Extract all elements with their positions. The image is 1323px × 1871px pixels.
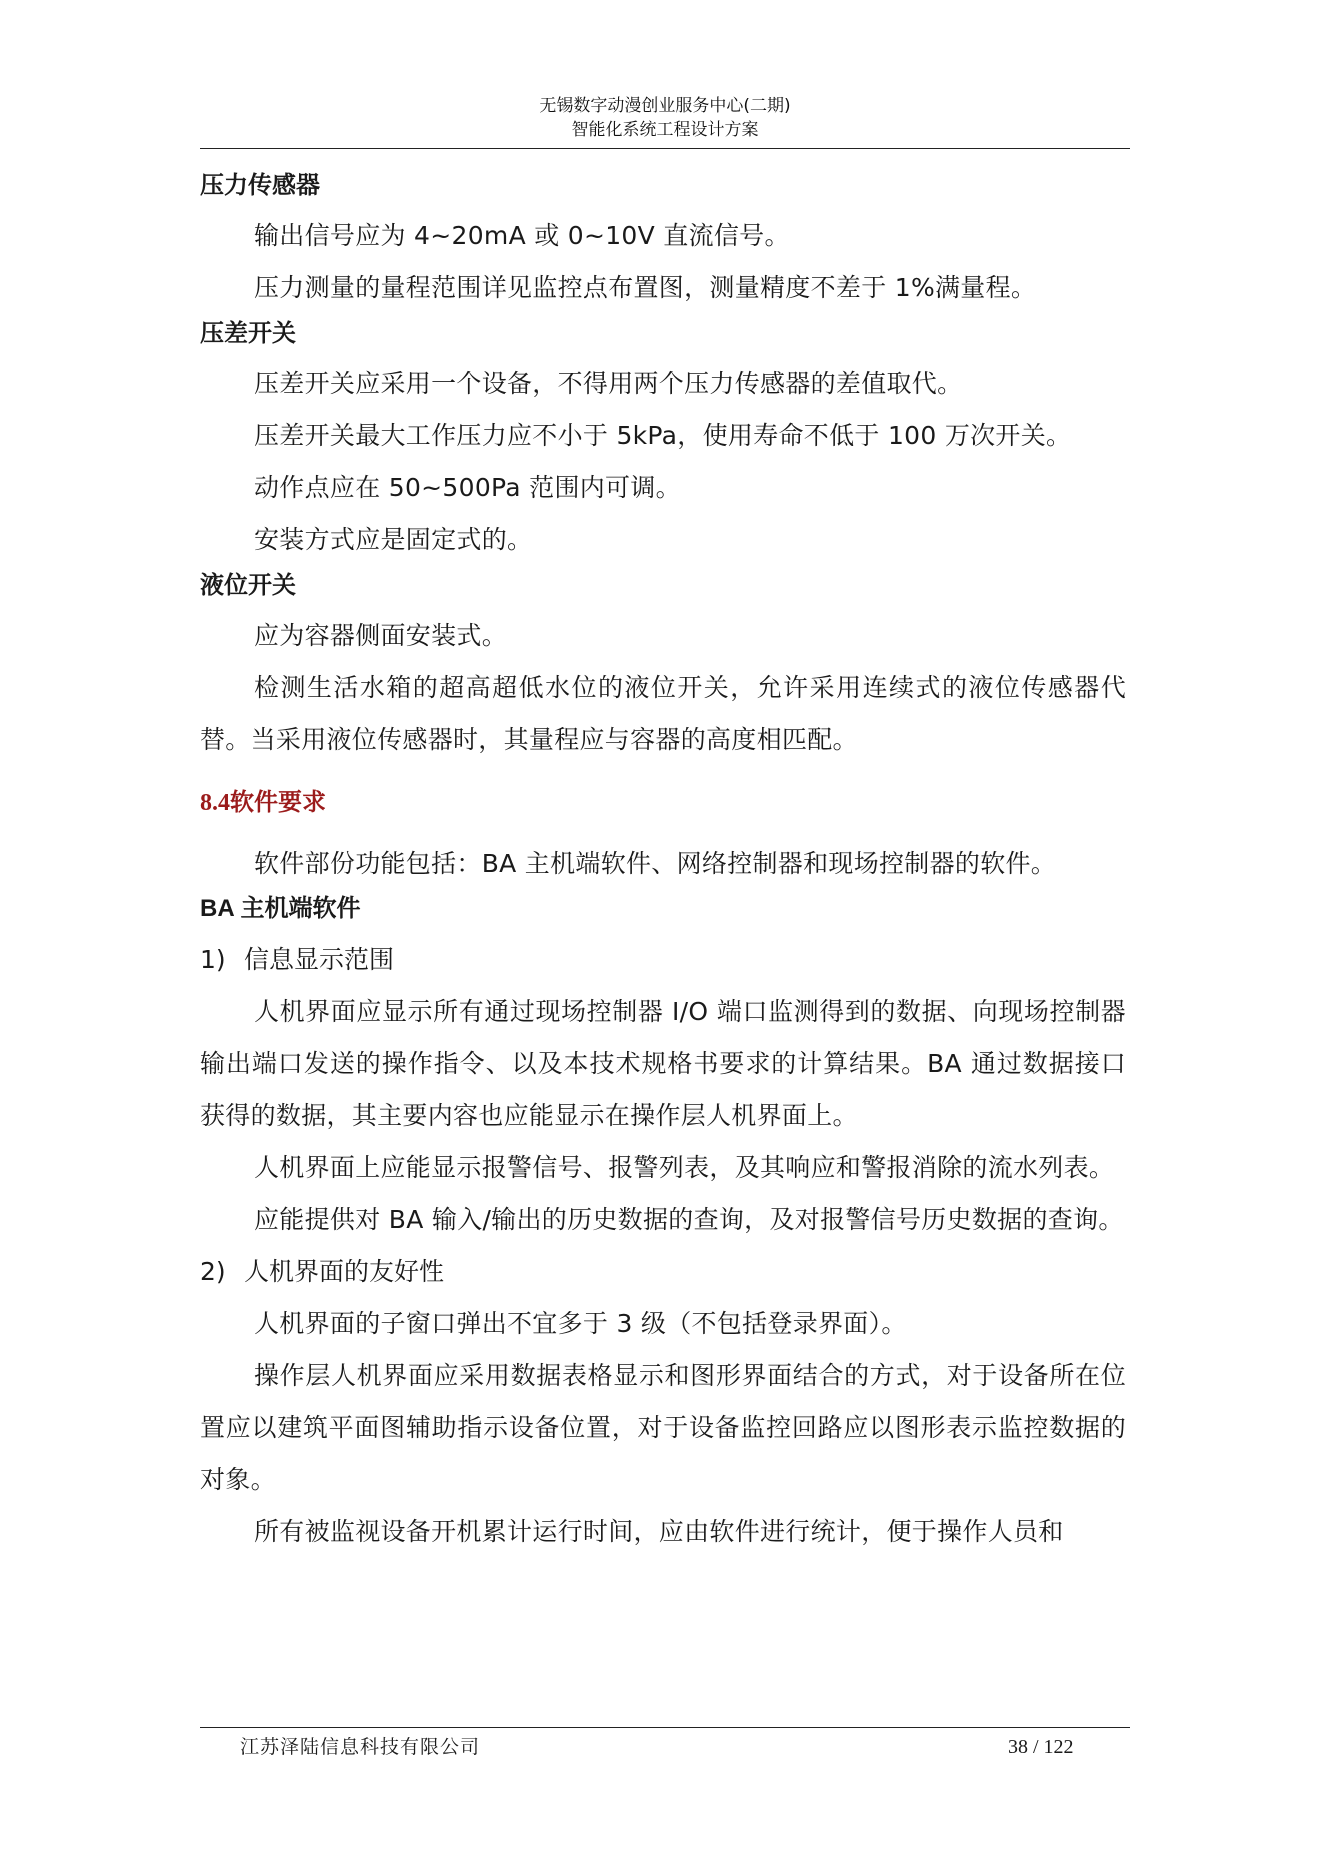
item-number: 2): [200, 1257, 226, 1286]
footer-divider: [200, 1727, 1130, 1728]
paragraph: 所有被监视设备开机累计运行时间，应由软件进行统计，便于操作人员和: [254, 1517, 1064, 1546]
header-project-title: 无锡数字动漫创业服务中心(二期): [539, 96, 791, 116]
heading-diff-pressure-switch: 压差开关: [200, 319, 296, 347]
page-number: 38 / 122: [1008, 1736, 1074, 1758]
heading-ba-host-software: BA 主机端软件: [200, 895, 361, 922]
paragraph: 人机界面的子窗口弹出不宜多于 3 级（不包括登录界面）。: [254, 1309, 907, 1338]
page-header: [200, 94, 1130, 142]
paragraph: 压差开关应采用一个设备，不得用两个压力传感器的差值取代。: [254, 369, 963, 398]
paragraph: 压力测量的量程范围详见监控点布置图，测量精度不差于 1%满量程。: [254, 273, 1037, 302]
item-label: 人机界面的友好性: [244, 1257, 445, 1286]
paragraph: 安装方式应是固定式的。: [254, 525, 533, 554]
paragraph: 软件部份功能包括：BA 主机端软件、网络控制器和现场控制器的软件。: [254, 849, 1057, 878]
paragraph: 人机界面应显示所有通过现场控制器 I/O 端口监测得到的数据、向现场控制器输出端口发送的操作指令、以及本技术规格书要求的计算结果。BA 通过数据接口获得的数据，其主要内容也应能显示在操作层人机界面上。: [200, 997, 1126, 1130]
header-doc-title: 智能化系统工程设计方案: [571, 120, 759, 140]
paragraph: 应能提供对 BA 输入/输出的历史数据的查询，及对报警信号历史数据的查询。: [254, 1205, 1124, 1234]
heading-pressure-sensor: 压力传感器: [200, 171, 320, 199]
item-label: 信息显示范围: [244, 945, 395, 974]
header-divider: [200, 148, 1130, 149]
paragraph: 动作点应在 50~500Pa 范围内可调。: [254, 473, 681, 502]
paragraph: 操作层人机界面应采用数据表格显示和图形界面结合的方式，对于设备所在位置应以建筑平面图辅助指示设备位置，对于设备监控回路应以图形表示监控数据的对象。: [200, 1361, 1126, 1494]
numbered-item: [200, 934, 1126, 986]
section-heading-software: 8.4软件要求: [200, 790, 326, 816]
document-body: [200, 166, 1126, 1558]
paragraph: 人机界面上应能显示报警信号、报警列表，及其响应和警报消除的流水列表。: [254, 1153, 1115, 1182]
heading-level-switch: 液位开关: [200, 571, 296, 599]
paragraph: 应为容器侧面安装式。: [254, 621, 508, 650]
numbered-item: [200, 1246, 1126, 1298]
paragraph: 输出信号应为 4~20mA 或 0~10V 直流信号。: [254, 221, 790, 250]
item-number: 1): [200, 945, 226, 974]
footer-company: 江苏泽陆信息科技有限公司: [240, 1736, 481, 1758]
paragraph: 压差开关最大工作压力应不小于 5kPa，使用寿命不低于 100 万次开关。: [254, 421, 1072, 450]
paragraph: 检测生活水箱的超高超低水位的液位开关，允许采用连续式的液位传感器代替。当采用液位传感器时，其量程应与容器的高度相匹配。: [200, 673, 1126, 754]
